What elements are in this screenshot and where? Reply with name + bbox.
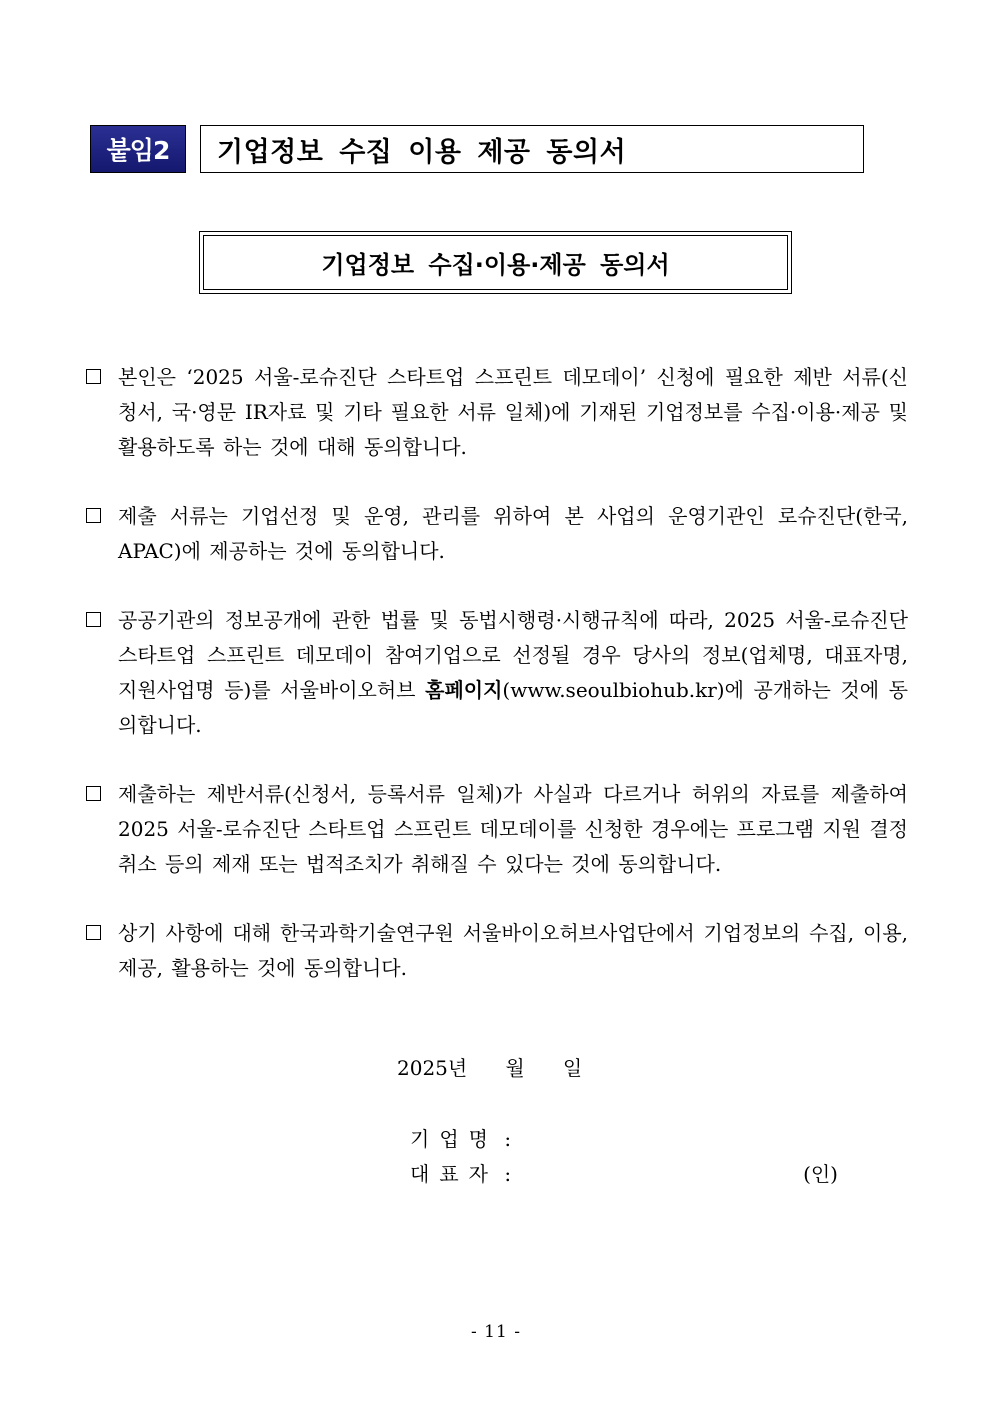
checkbox-icon[interactable] xyxy=(86,508,101,523)
consent-item-2 xyxy=(86,499,908,569)
consent-item-text: 제출 서류는 기업선정 및 운영, 관리를 위하여 본 사업의 운영기관인 로슈진단(한국, APAC)에 제공하는 것에 동의합니다. xyxy=(118,504,908,563)
checkbox-icon[interactable] xyxy=(86,612,101,627)
consent-items xyxy=(86,360,908,1020)
header-title: 기업정보 수집 이용 제공 동의서 xyxy=(200,125,864,173)
consent-item-text: 본인은 ‘2025 서울-로슈진단 스타트업 스프린트 데모데이’ 신청에 필요한 제반 서류(신청서, 국·영문 IR자료 및 기타 필요한 서류 일체)에 기재된 기업정보를 수집·이용·제공 및 활용하도록 하는 것에 대해 동의합니다. xyxy=(118,365,908,459)
company-name-label: 기업명 xyxy=(410,1127,498,1151)
consent-item-text: 제출하는 제반서류(신청서, 등록서류 일체)가 사실과 다르거나 허위의 자료를 제출하여 2025 서울-로슈진단 스타트업 스프린트 데모데이를 신청한 경우에는 프로그램 지원 결정 취소 등의 제재 또는 법적조치가 취해질 수 있다는 것에 동의합니다. xyxy=(118,782,908,876)
consent-item-4 xyxy=(86,777,908,882)
consent-item-text-after: (www.seoulbiohub.kr)에 공개하는 것에 동의합니다. xyxy=(118,678,909,737)
consent-item-1 xyxy=(86,360,908,465)
attachment-badge: 붙임2 xyxy=(90,125,186,173)
page-number: - 11 - xyxy=(471,1322,521,1342)
homepage-emphasis: 홈페이지 xyxy=(425,678,503,702)
company-name-row xyxy=(410,1122,850,1157)
checkbox-icon[interactable] xyxy=(86,925,101,940)
representative-label: 대표자 xyxy=(410,1162,498,1186)
representative-colon: : xyxy=(504,1162,512,1186)
representative-row xyxy=(410,1157,850,1192)
consent-item-text: 공공기관의 정보공개에 관한 법률 및 동법시행령·시행규칙에 따라, 2025 서울-로슈진단 스타트업 스프린트 데모데이 참여기업으로 선정될 경우 당사의 정보(업체명, 대표자명, 지원사업명 등)를 서울바이오허브 xyxy=(118,608,908,702)
checkbox-icon[interactable] xyxy=(86,786,101,801)
document-title: 기업정보 수집·이용·제공 동의서 xyxy=(203,235,788,290)
signature-block xyxy=(410,1122,850,1192)
consent-item-3 xyxy=(86,603,908,743)
seal-mark: (인) xyxy=(803,1162,838,1186)
company-name-colon: : xyxy=(504,1127,512,1151)
checkbox-icon[interactable] xyxy=(86,369,101,384)
date-line: 2025년 월 일 xyxy=(397,1056,583,1080)
document-title-box xyxy=(199,231,792,294)
consent-item-5 xyxy=(86,916,908,986)
consent-item-text: 상기 사항에 대해 한국과학기술연구원 서울바이오허브사업단에서 기업정보의 수집, 이용, 제공, 활용하는 것에 동의합니다. xyxy=(118,921,908,980)
